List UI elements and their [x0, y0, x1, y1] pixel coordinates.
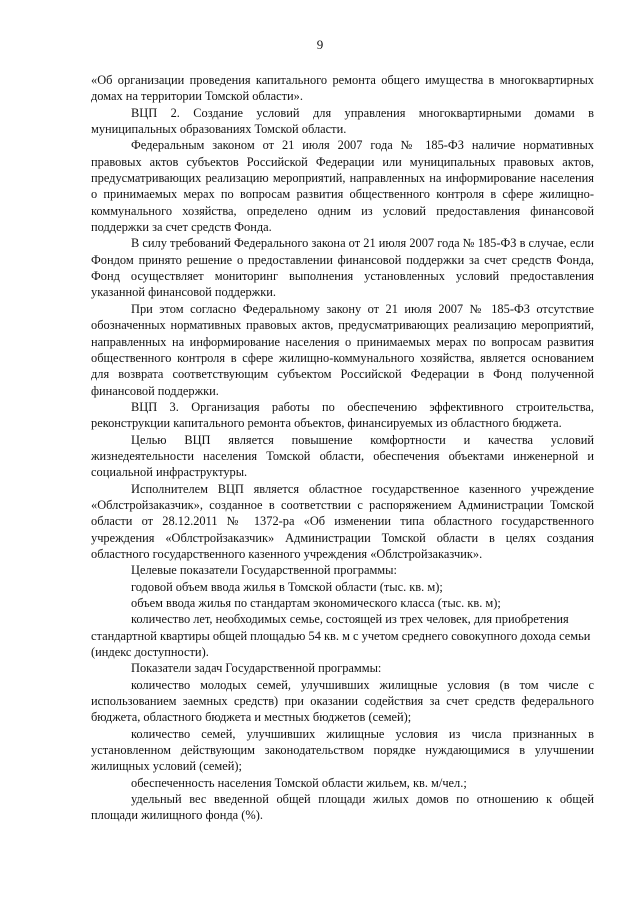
paragraph: При этом согласно Федеральному закону от 21 июля 2007 № 185-ФЗ отсутствие обозначенных нормативных правовых актов, предусматривающих реализацию мероприятий, направленных на информирование населения о принимаемых мерах по вопросам развития общественного контроля в сфере жилищно-коммунального хозяйства, является основанием для возврата соответствующим субъектом Российской Федерации в Фонд полученной финансовой поддержки. — [91, 301, 594, 398]
paragraph: Показатели задач Государственной программы: — [131, 661, 382, 676]
page-number: 9 — [316, 37, 324, 52]
paragraph: Целью ВЦП является повышение комфортности и качества условий жизнедеятельности населения Томской области, обеспечения объектами инженерной и социальной инфраструктуры. — [91, 432, 594, 480]
paragraph: ВЦП 3. Организация работы по обеспечению эффективного строительства, реконструкции капитального ремонта объектов, финансируемых из областного бюджета. — [91, 399, 594, 431]
paragraph: количество семей, улучшивших жилищные условия из числа признанных в установленном действующим законодательством порядке нуждающимися в улучшении жилищных условий (семей); — [91, 726, 594, 774]
paragraph: Исполнителем ВЦП является областное государственное казенного учреждение «Облстройзаказчик», созданное в соответствии с распоряжением Администрации Томской области от 28.12.2011 № 1372-ра «Об изменении типа областного государственного учреждения «Облстройзаказчик» Администрации Томской области в целях создания областного государственного казенного учреждения «Облстройзаказчик». — [91, 481, 594, 561]
paragraph: ВЦП 2. Создание условий для управления многоквартирными домами в муниципальных образованиях Томской области. — [91, 105, 594, 137]
paragraph: годовой объем ввода жилья в Томской области (тыс. кв. м); — [131, 579, 443, 594]
paragraph: удельный вес введенной общей площади жилых домов по отношению к общей площади жилищного фонда (%). — [91, 792, 594, 823]
paragraph: «Об организации проведения капитального ремонта общего имущества в многоквартирных домах на территории Томской области». — [91, 73, 594, 104]
document-body — [91, 72, 594, 824]
paragraph: Целевые показатели Государственной программы: — [131, 563, 397, 578]
paragraph: объем ввода жилья по стандартам экономического класса (тыс. кв. м); — [131, 596, 501, 610]
paragraph: обеспеченность населения Томской области жильем, кв. м/чел.; — [131, 775, 467, 790]
paragraph: количество молодых семей, улучшивших жилищные условия (в том числе с использованием заемных средств) при оказании содействия за счет средств федерального бюджета, областного бюджета и местных бюджетов (семей); — [91, 677, 594, 725]
paragraph: количество лет, необходимых семье, состоящей из трех человек, для приобретения стандартной квартиры общей площадью 54 кв. м с учетом среднего совокупного дохода семьи (индекс доступности). — [91, 612, 591, 660]
paragraph: Федеральным законом от 21 июля 2007 года № 185-ФЗ наличие нормативных правовых актов субъектов Российской Федерации или муниципальных правовых актов, предусматривающих реализацию мероприятий, направленных на информирование населения о принимаемых мерах по вопросам развития общественного контроля в сфере жилищно-коммунального хозяйства, определено одним из условий предоставления финансовой поддержки за счет средств Фонда. — [91, 138, 594, 235]
paragraph: В силу требований Федерального закона от 21 июля 2007 года № 185-ФЗ в случае, если Фондом принято решение о предоставлении финансовой поддержки за счет средств Фонда, Фонд осуществляет мониторинг выполнения установленных условий предоставления указанной финансовой поддержки. — [91, 236, 594, 300]
